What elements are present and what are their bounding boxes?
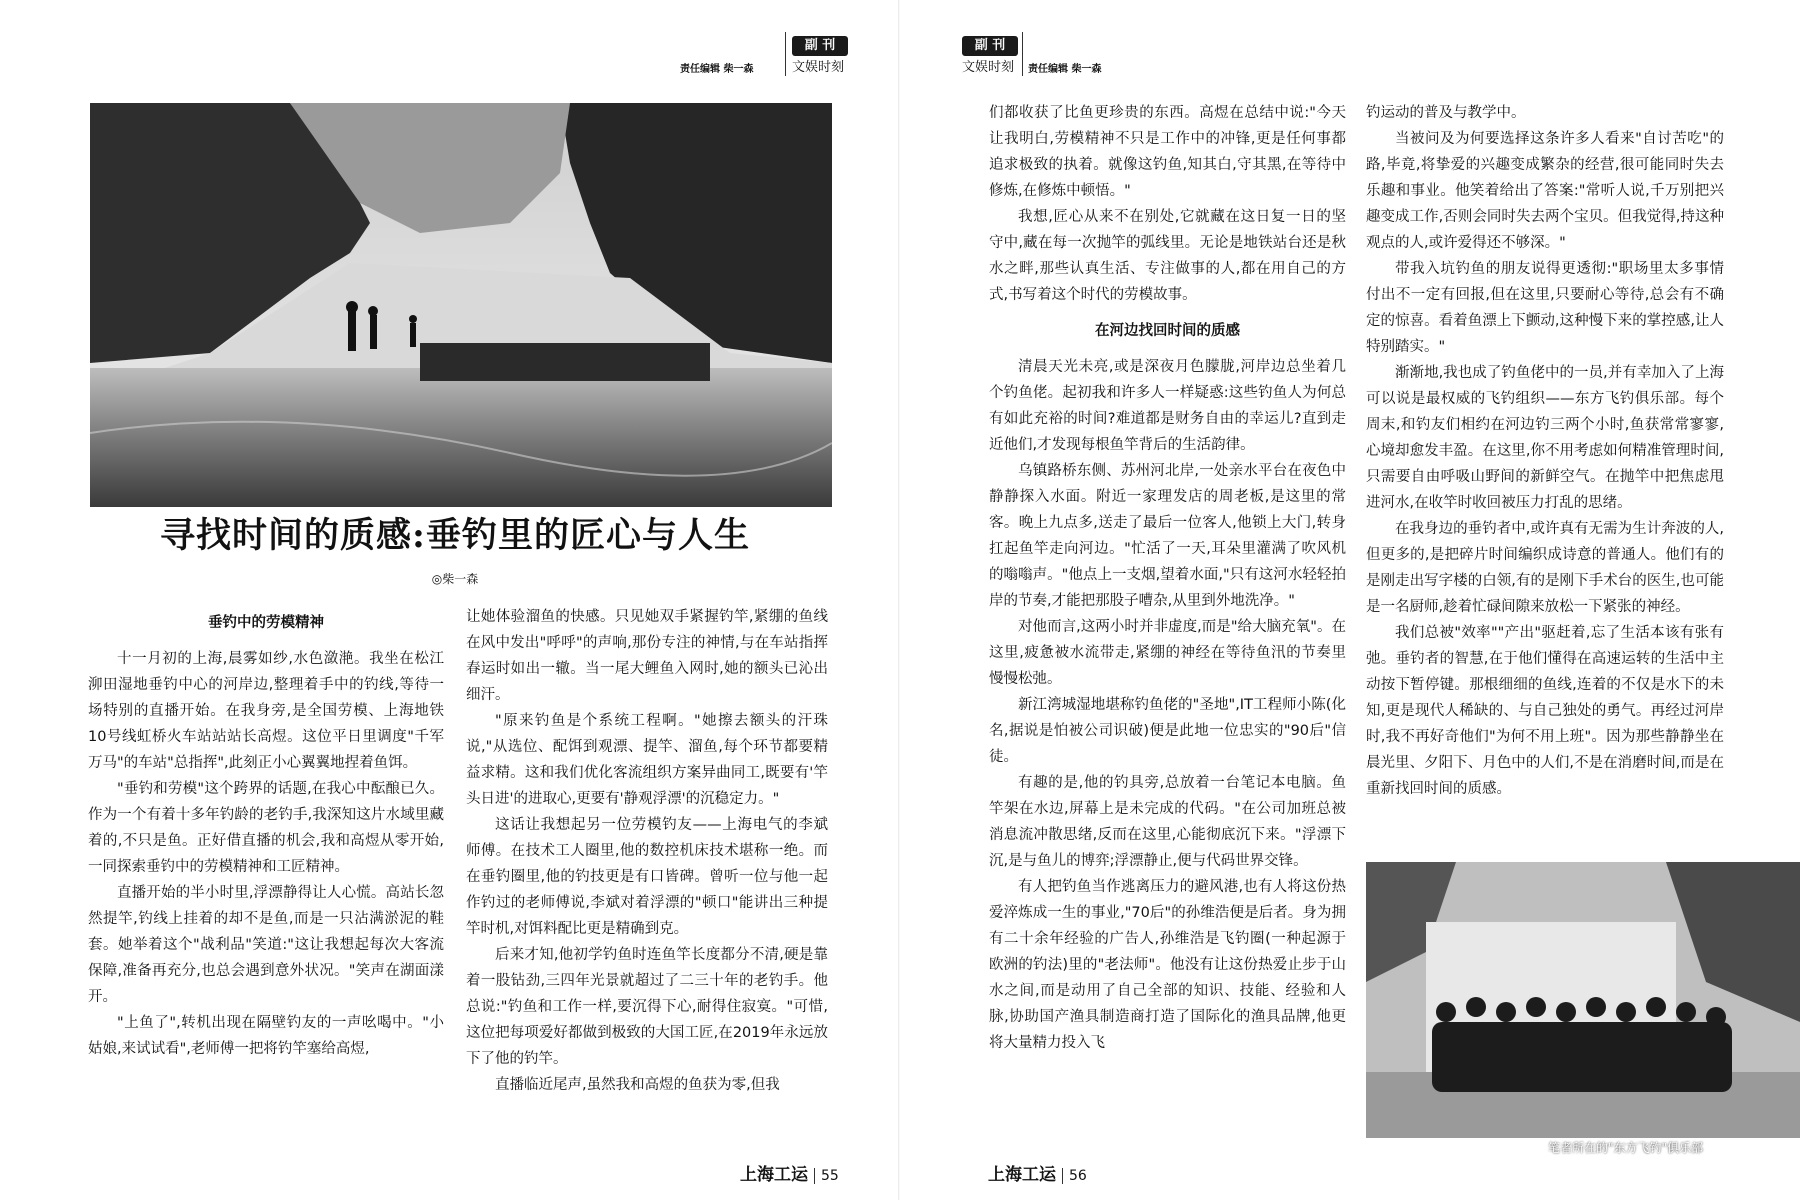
folio-divider xyxy=(814,1168,815,1184)
paragraph: 直播开始的半小时里,浮漂静得让人心慌。高站长忽然提竿,钓线上挂着的却不是鱼,而是一只沾满淤泥的鞋套。她举着这个"战利品"笑道:"这让我想起每次大客流保障,准备再充分,也总会遇到意外状况。"笑声在湖面漾开。 xyxy=(88,885,444,1005)
fishing-river-photo xyxy=(90,103,832,507)
article-byline: ◎柴一森 xyxy=(431,572,479,586)
paragraph: "垂钓和劳模"这个跨界的话题,在我心中酝酿已久。作为一个有着十多年钓龄的老钓手,我深知这片水域里藏着的,不只是鱼。正好借直播的机会,我和高煜从零开始,一同探索垂钓中的劳模精神和工匠精神。 xyxy=(88,781,444,875)
page-number: 55 xyxy=(821,1168,839,1184)
column-4 xyxy=(1366,100,1724,802)
paragraph: 乌镇路桥东侧、苏州河北岸,一处亲水平台在夜色中静静探入水面。附近一家理发店的周老板,是这里的常客。晚上九点多,送走了最后一位客人,他锁上大门,转身扛起鱼竿走向河边。"忙活了一天,耳朵里灌满了吹风机的嗡嗡声。"他点上一支烟,望着水面,"只有这河水轻轻拍岸的节奏,才能把那股子嘈杂,从里到外地洗净。" xyxy=(989,463,1346,609)
section-heading-1: 垂钓中的劳模精神 xyxy=(208,615,324,631)
right-page xyxy=(900,0,1800,1200)
paragraph: 十一月初的上海,晨雾如纱,水色潋滟。我坐在松江泖田湿地垂钓中心的河岸边,整理着手中的钓线,等待一场特别的直播开始。在我身旁,是全国劳模、上海地铁10号线虹桥火车站站站长高煜。这位平日里调度"千军万马"的车站"总指挥",此刻正小心翼翼地捏着鱼饵。 xyxy=(88,651,444,771)
section-name: 文娱时刻 xyxy=(962,60,1015,75)
club-group-photo xyxy=(1366,862,1800,1138)
photo-caption: 笔者所在的"东方飞钓"俱乐部 xyxy=(1548,1141,1704,1155)
paragraph: 直播临近尾声,虽然我和高煜的鱼获为零,但我 xyxy=(495,1077,780,1093)
left-folio xyxy=(740,1160,839,1185)
header-editor: 责任编辑 柴一森 xyxy=(1028,64,1102,75)
paragraph: "原来钓鱼是个系统工程啊。"她擦去额头的汗珠说,"从选位、配饵到观漂、提竿、溜鱼,每个环节都要精益求精。这和我们优化客流组织方案异曲同工,既要有'竿头日进'的进取心,更要有'静观浮漂'的沉稳定力。" xyxy=(466,713,828,807)
paragraph: 让她体验溜鱼的快感。只见她双手紧握钓竿,紧绷的鱼线在风中发出"呼呼"的声响,那份专注的神情,与在车站指挥春运时如出一辙。当一尾大鲤鱼入网时,她的额头已沁出细汗。 xyxy=(466,609,828,703)
paragraph: 有人把钓鱼当作逃离压力的避风港,也有人将这份热爱淬炼成一生的事业,"70后"的孙维浩便是后者。身为拥有二十余年经验的广告人,孙维浩是飞钓圈(一种起源于欧洲的钓法)里的"老法师"。他没有让这份热爱止步于山水之间,而是动用了自己全部的知识、技能、经验和人脉,协助国产渔具制造商打造了国际化的渔具品牌,他更将大量精力投入飞 xyxy=(989,879,1346,1051)
paragraph: 后来才知,他初学钓鱼时连鱼竿长度都分不清,硬是靠着一股钻劲,三四年光景就超过了二三十年的老钓手。他总说:"钓鱼和工作一样,要沉得下心,耐得住寂寞。"可惜,这位把每项爱好都做到极致的大国工匠,在2019年永远放下了他的钓竿。 xyxy=(466,947,828,1067)
magazine-logo: 上海工运 xyxy=(740,1165,808,1185)
magazine-logo: 上海工运 xyxy=(988,1165,1056,1185)
folio-divider xyxy=(1062,1168,1063,1184)
section-heading-2: 在河边找回时间的质感 xyxy=(1095,323,1240,339)
paragraph: 清晨天光未亮,或是深夜月色朦胧,河岸边总坐着几个钓鱼佬。起初我和许多人一样疑惑:这些钓鱼人为何总有如此充裕的时间?难道都是财务自由的幸运儿?直到走近他们,才发现每根鱼竿背后的生活韵律。 xyxy=(989,359,1346,453)
paragraph: 渐渐地,我也成了钓鱼佬中的一员,并有幸加入了上海可以说是最权威的飞钓组织——东方飞钓俱乐部。每个周末,和钓友们相约在河边钓三两个小时,鱼获常常寥寥,心境却愈发丰盈。在这里,你不用考虑如何精准管理时间,只需要自由呼吸山野间的新鲜空气。在抛竿中把焦虑甩进河水,在收竿时收回被压力打乱的思绪。 xyxy=(1366,365,1724,511)
section-name: 文娱时刻 xyxy=(792,60,845,75)
paragraph: 钓运动的普及与教学中。 xyxy=(1366,105,1526,121)
paragraph: 我想,匠心从来不在别处,它就藏在这日复一日的坚守中,藏在每一次抛竿的弧线里。无论是地铁站台还是秋水之畔,那些认真生活、专注做事的人,都在用自己的方式,书写着这个时代的劳模故事。 xyxy=(989,209,1346,303)
paragraph: 在我身边的垂钓者中,或许真有无需为生计奔波的人,但更多的,是把碎片时间编织成诗意的普通人。他们有的是刚走出写字楼的白领,有的是刚下手术台的医生,也可能是一名厨师,趁着忙碌间隙来放松一下紧张的神经。 xyxy=(1366,521,1724,615)
right-folio xyxy=(988,1160,1087,1185)
paragraph: 这话让我想起另一位劳模钓友——上海电气的李斌师傅。在技术工人圈里,他的数控机床技术堪称一绝。而在垂钓圈里,他的钓技更是有口皆碑。曾听一位与他一起作钓过的老师傅说,李斌对着浮漂的"顿口"能讲出三种提竿时机,对饵料配比更是精确到克。 xyxy=(466,817,828,937)
header-divider xyxy=(1022,32,1023,76)
column-1 xyxy=(88,610,444,1062)
paragraph: 我们总被"效率""产出"驱赶着,忘了生活本该有张有弛。垂钓者的智慧,在于他们懂得在高速运转的生活中主动按下暂停键。那根细细的鱼线,连着的不仅是水下的未知,更是现代人稀缺的、与自己独处的勇气。再经过河岸时,我不再好奇他们"为何不用上班"。因为那些静静坐在晨光里、夕阳下、月色中的人们,不是在消磨时间,而是在重新找回时间的质感。 xyxy=(1366,625,1724,797)
paragraph: 对他而言,这两小时并非虚度,而是"给大脑充氧"。在这里,疲惫被水流带走,紧绷的神经在等待鱼汛的节奏里慢慢松弛。 xyxy=(989,619,1346,687)
header-editor: 责任编辑 柴一森 xyxy=(680,64,754,75)
section-badge: 副 刊 xyxy=(792,36,848,56)
paragraph: 新江湾城湿地堪称钓鱼佬的"圣地",IT工程师小陈(化名,据说是怕被公司识破)便是此地一位忠实的"90后"信徒。 xyxy=(989,697,1346,765)
paragraph: 当被问及为何要选择这条许多人看来"自讨苦吃"的路,毕竟,将挚爱的兴趣变成繁杂的经营,很可能同时失去乐趣和事业。他笑着给出了答案:"常听人说,千万别把兴趣变成工作,否则会同时失去两个宝贝。但我觉得,持这种观点的人,或许爱得还不够深。" xyxy=(1366,131,1724,251)
page-number: 56 xyxy=(1069,1168,1087,1184)
paragraph: 带我入坑钓鱼的朋友说得更透彻:"职场里太多事情付出不一定有回报,但在这里,只要耐心等待,总会有不确定的惊喜。看着鱼漂上下颤动,这种慢下来的掌控感,让人特别踏实。" xyxy=(1366,261,1724,355)
header-divider xyxy=(785,32,786,76)
paragraph: 们都收获了比鱼更珍贵的东西。高煜在总结中说:"今天让我明白,劳模精神不只是工作中的冲锋,更是任何事都追求极致的执着。就像这钓鱼,知其白,守其黑,在等待中修炼,在修炼中顿悟。" xyxy=(989,105,1346,199)
column-2 xyxy=(466,604,828,1098)
paragraph: 有趣的是,他的钓具旁,总放着一台笔记本电脑。鱼竿架在水边,屏幕上是未完成的代码。"在公司加班总被消息流冲散思绪,反而在这里,心能彻底沉下来。"浮漂下沉,是与鱼儿的博弈;浮漂静止,便与代码世界交锋。 xyxy=(989,775,1346,869)
paragraph: "上鱼了",转机出现在隔壁钓友的一声吆喝中。"小姑娘,来试试看",老师傅一把将钓竿塞给高煜, xyxy=(88,1015,444,1057)
column-3 xyxy=(989,100,1346,1056)
article-title: 寻找时间的质感:垂钓里的匠心与人生 xyxy=(160,515,750,556)
section-badge: 副 刊 xyxy=(962,36,1018,56)
